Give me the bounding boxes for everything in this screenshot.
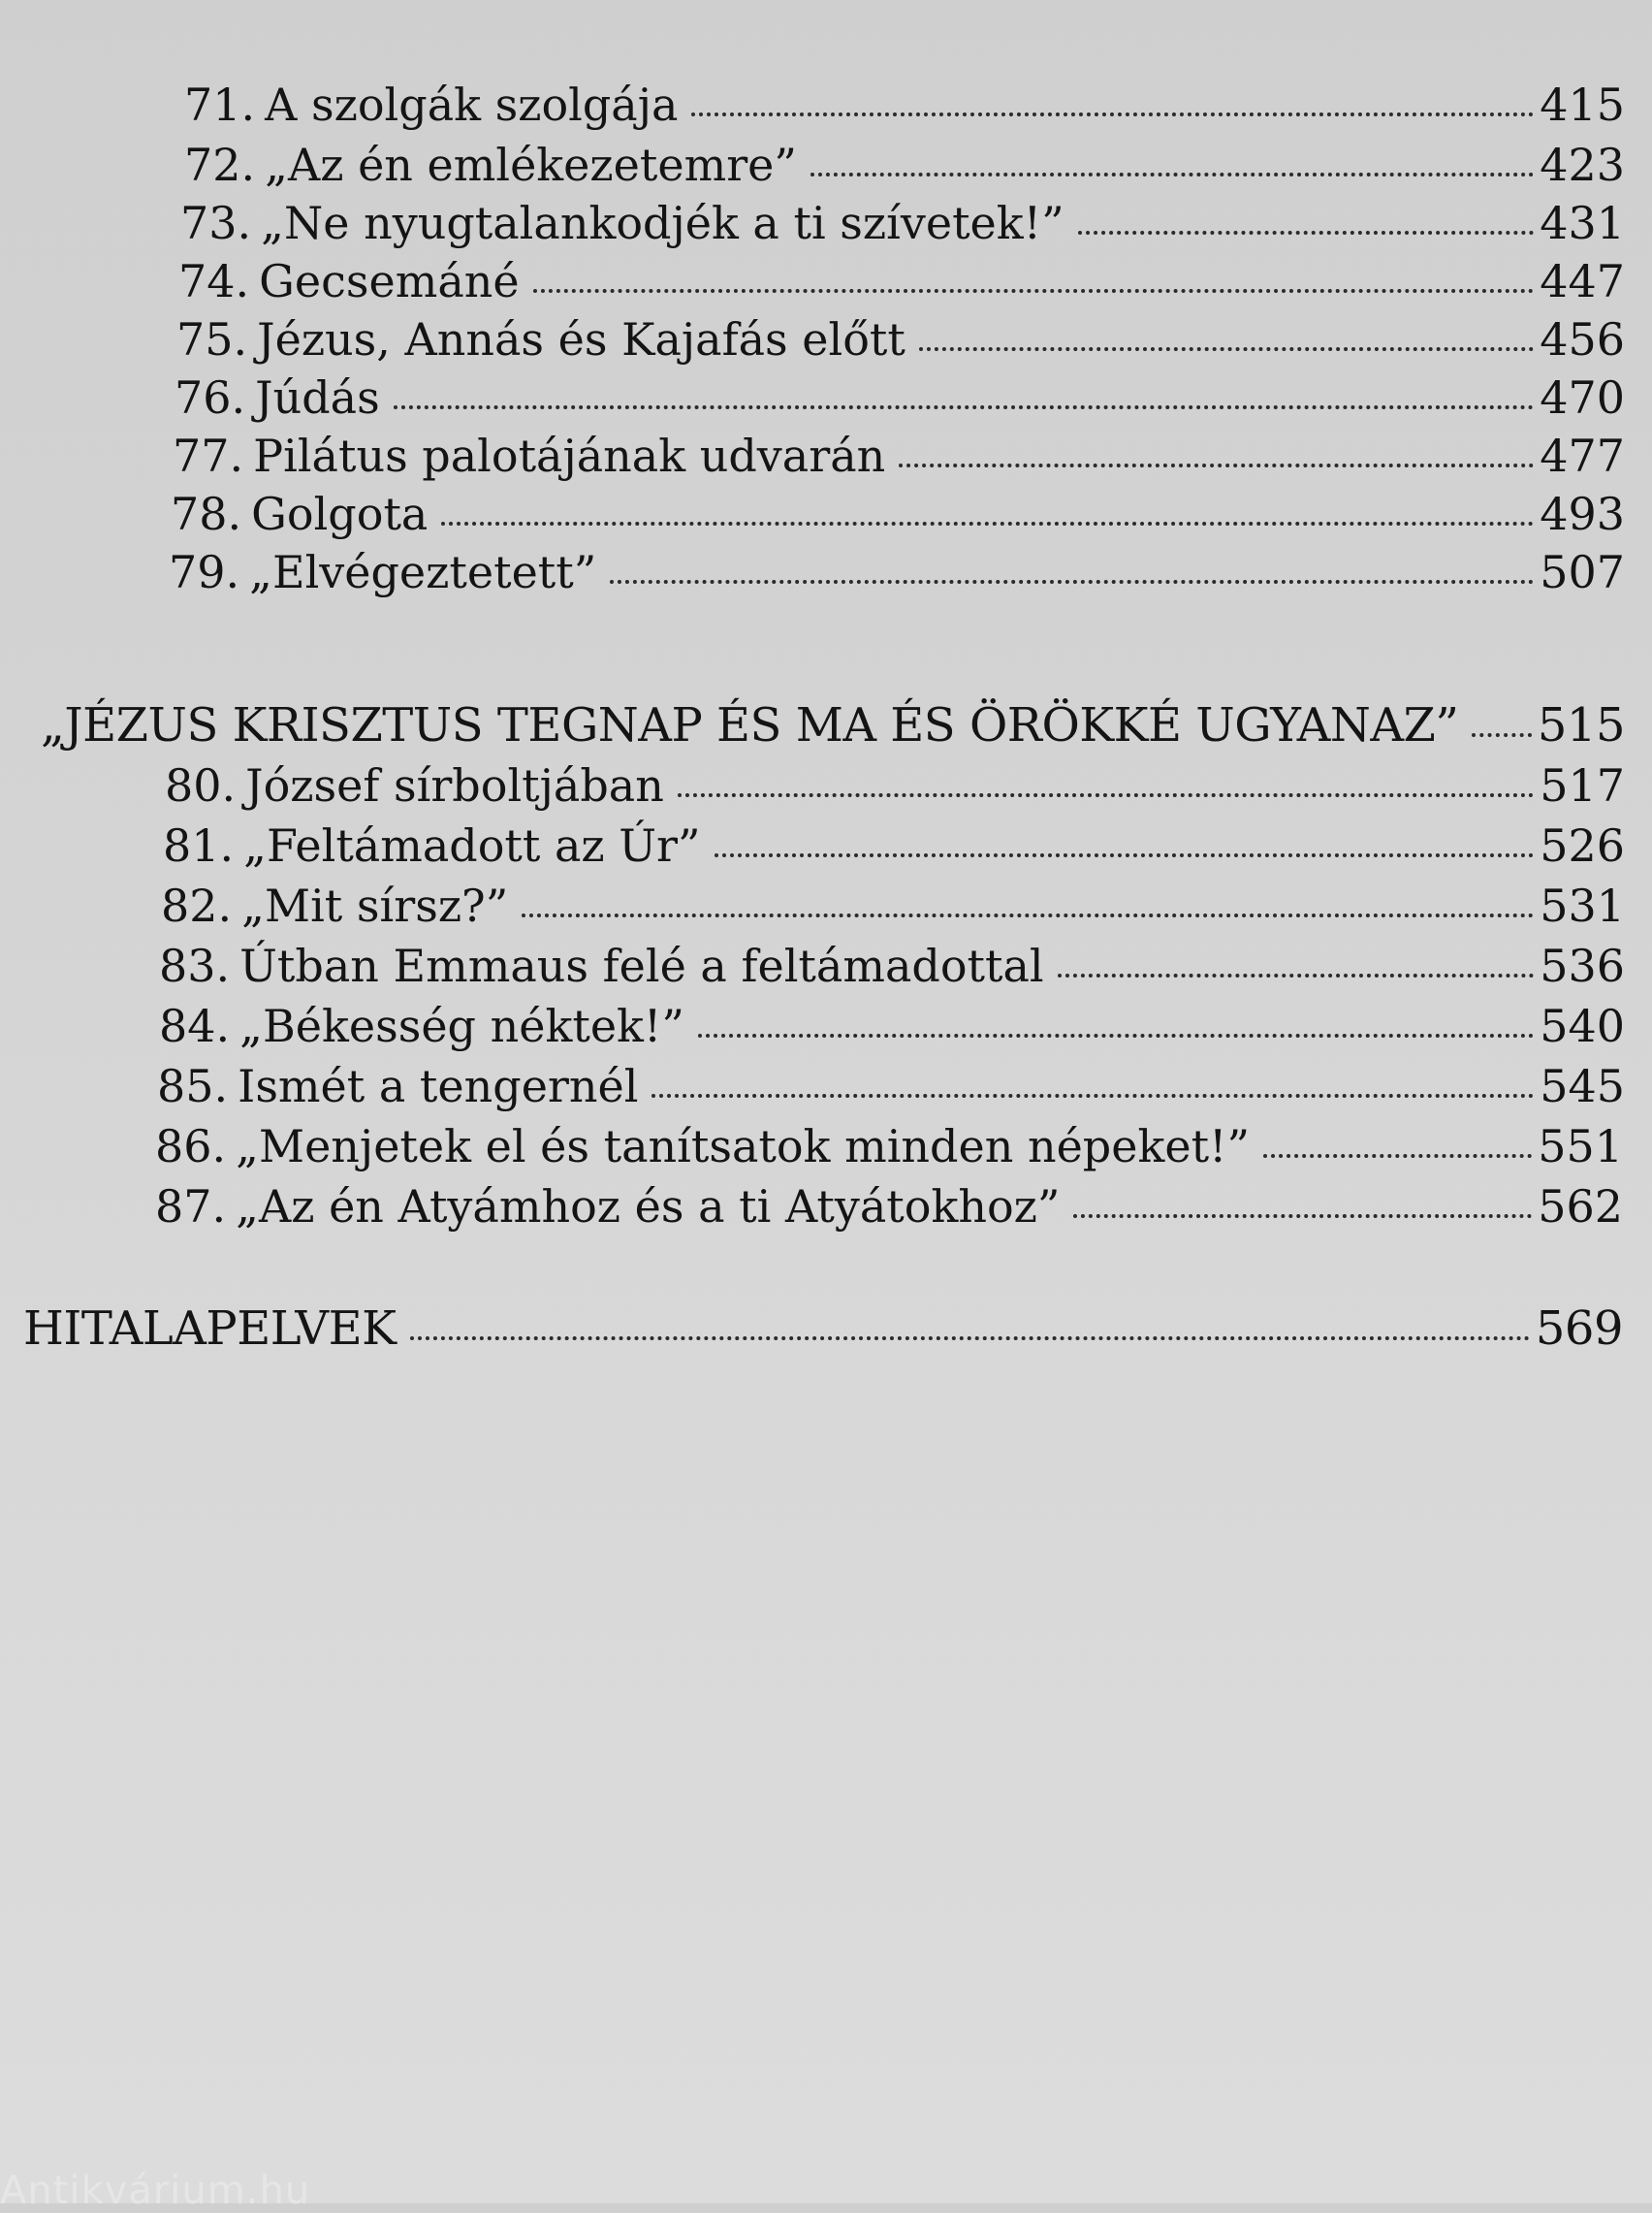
toc-entry-80 xyxy=(165,756,1625,815)
dot-leader xyxy=(610,580,1534,584)
entry-number: 87. xyxy=(155,1180,227,1233)
dot-leader xyxy=(810,173,1534,176)
entry-title: „Az én emlékezetemre” xyxy=(265,139,797,191)
entry-title: Ismét a tengernél xyxy=(238,1060,639,1112)
entry-page-number: 447 xyxy=(1540,255,1625,307)
dot-leader xyxy=(691,112,1534,116)
entry-title: „Az én Atyámhoz és a ti Atyátokhoz” xyxy=(236,1180,1061,1233)
entry-title: „Mit sírsz?” xyxy=(241,880,509,932)
dot-leader xyxy=(919,347,1534,351)
dot-leader xyxy=(698,1034,1534,1038)
entry-page-number: 477 xyxy=(1540,430,1625,482)
entry-number: 76. xyxy=(175,371,246,424)
entry-page-number: 507 xyxy=(1540,546,1625,598)
entry-number: 77. xyxy=(173,430,244,482)
entry-page-number: 551 xyxy=(1538,1120,1623,1172)
entry-number: 71. xyxy=(184,79,256,131)
entry-number: 84. xyxy=(159,1000,231,1052)
dot-leader xyxy=(441,522,1534,526)
dot-leader xyxy=(522,914,1534,917)
dot-leader xyxy=(715,853,1535,857)
dot-leader xyxy=(1263,1154,1532,1158)
section-title: „JÉZUS KRISZTUS TEGNAP ÉS MA ÉS ÖRÖKKÉ UGYANAZ” xyxy=(41,698,1459,753)
dot-leader xyxy=(1078,231,1535,235)
toc-entry-78 xyxy=(171,485,1625,543)
dot-leader xyxy=(1058,974,1535,978)
entry-number: 85. xyxy=(157,1060,229,1112)
toc-entry-83 xyxy=(159,937,1625,995)
entry-title: Golgota xyxy=(251,488,429,540)
dot-leader xyxy=(533,289,1535,293)
toc-entry-85 xyxy=(157,1057,1625,1115)
toc-entry-84 xyxy=(159,997,1625,1055)
entry-page-number: 526 xyxy=(1540,819,1625,872)
entry-title: „Elvégeztetett” xyxy=(249,546,597,598)
entry-number: 86. xyxy=(155,1120,227,1172)
toc-entry-86 xyxy=(155,1117,1623,1175)
entry-title: „Békesség néktek!” xyxy=(239,1000,684,1052)
entry-page-number: 470 xyxy=(1540,371,1625,424)
entry-number: 81. xyxy=(163,819,235,872)
toc-entry-71 xyxy=(184,76,1625,134)
section-page-number: 515 xyxy=(1537,698,1625,753)
entry-page-number: 493 xyxy=(1540,488,1625,540)
entry-title: Gecsemáné xyxy=(259,255,520,307)
entry-page-number: 431 xyxy=(1540,197,1625,249)
dot-leader xyxy=(678,793,1534,797)
entry-page-number: 540 xyxy=(1540,1000,1625,1052)
toc-entry-72 xyxy=(184,136,1625,194)
entry-number: 73. xyxy=(180,197,252,249)
entry-number: 74. xyxy=(178,255,250,307)
entry-title: Útban Emmaus felé a feltámadottal xyxy=(239,940,1044,992)
dot-leader xyxy=(1472,733,1531,737)
entry-title: A szolgák szolgája xyxy=(265,79,679,131)
entry-number: 83. xyxy=(159,940,231,992)
entry-title: Jézus, Annás és Kajafás előtt xyxy=(257,313,905,366)
toc-entry-74 xyxy=(178,252,1625,310)
dot-leader xyxy=(651,1094,1534,1098)
entry-number: 80. xyxy=(165,759,237,812)
entry-title: Pilátus palotájának udvarán xyxy=(253,430,886,482)
section-title: HITALAPELVEK xyxy=(23,1301,397,1356)
entry-page-number: 423 xyxy=(1540,139,1625,191)
entry-page-number: 456 xyxy=(1540,313,1625,366)
entry-number: 75. xyxy=(176,313,248,366)
entry-page-number: 562 xyxy=(1538,1180,1623,1233)
toc-entry-82 xyxy=(161,877,1625,935)
toc-entry-81 xyxy=(163,817,1625,875)
toc-entry-79 xyxy=(169,543,1625,601)
entry-number: 78. xyxy=(171,488,242,540)
entry-title: „Ne nyugtalankodjék a ti szívetek!” xyxy=(261,197,1064,249)
dot-leader xyxy=(410,1336,1530,1340)
entry-title: Júdás xyxy=(255,371,380,424)
dot-leader xyxy=(1073,1214,1532,1218)
entry-number: 82. xyxy=(161,880,233,932)
dot-leader xyxy=(394,405,1534,409)
toc-section-jezus-krisztus xyxy=(41,696,1625,754)
entry-title: József sírboltjában xyxy=(245,759,664,812)
watermark-text: Antikvárium.hu xyxy=(0,2168,311,2213)
entry-page-number: 517 xyxy=(1540,759,1625,812)
entry-page-number: 545 xyxy=(1540,1060,1625,1112)
toc-entry-75 xyxy=(176,310,1625,369)
entry-page-number: 415 xyxy=(1540,79,1625,131)
dot-leader xyxy=(899,464,1534,467)
toc-entry-87 xyxy=(155,1177,1623,1235)
toc-entry-77 xyxy=(173,427,1625,485)
section-page-number: 569 xyxy=(1535,1301,1623,1356)
entry-number: 79. xyxy=(169,546,240,598)
entry-title: „Feltámadott az Úr” xyxy=(243,819,701,872)
entry-page-number: 531 xyxy=(1540,880,1625,932)
toc-entry-76 xyxy=(175,369,1625,427)
entry-page-number: 536 xyxy=(1540,940,1625,992)
entry-title: „Menjetek el és tanítsatok minden népeket!” xyxy=(236,1120,1251,1172)
entry-number: 72. xyxy=(184,139,256,191)
toc-entry-73 xyxy=(180,194,1625,252)
toc-section-hitalapelvek xyxy=(23,1299,1623,1358)
